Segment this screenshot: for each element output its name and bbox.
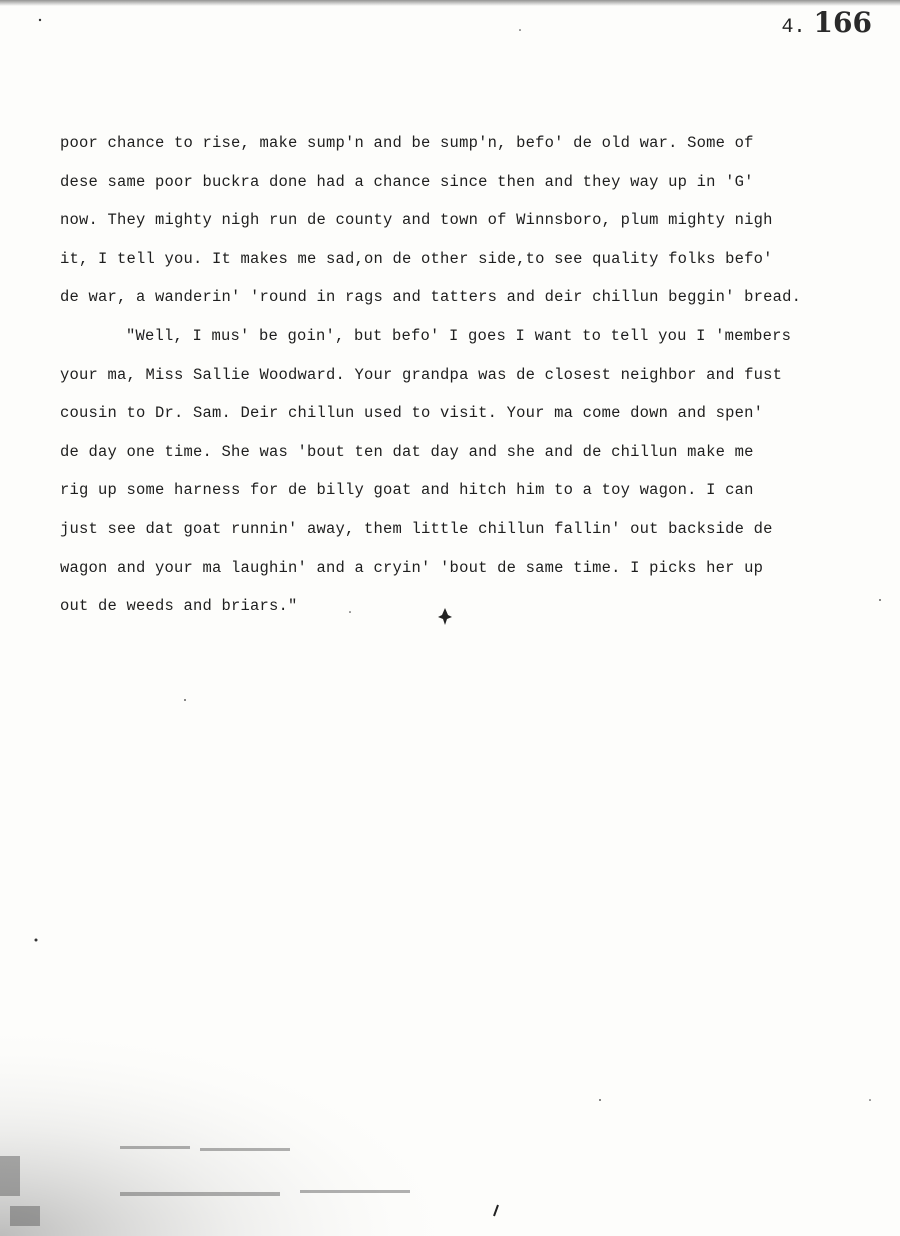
text-line: de day one time. She was 'bout ten dat day and she and de chillun make me	[60, 442, 754, 461]
page-number-prefix: 4.	[781, 16, 806, 39]
text-line: out de weeds and briars."	[60, 597, 298, 616]
page-number	[782, 6, 872, 39]
scan-top-edge	[0, 0, 900, 6]
text-line: your ma, Miss Sallie Woodward. Your grandpa was de closest neighbor and fust	[60, 365, 783, 384]
text-line: "Well, I mus' be goin', but befo' I goes I want to tell you I 'members	[126, 326, 792, 345]
document-body	[60, 124, 820, 626]
text-line: now. They mighty nigh run de county and town of Winnsboro, plum mighty nigh	[60, 211, 773, 230]
text-line: de war, a wanderin' 'round in rags and tatters and deir chillun beggin' bread.	[60, 288, 802, 307]
text-line: poor chance to rise, make sump'n and be sump'n, befo' de old war. Some of	[60, 134, 754, 152]
scan-noise-corner	[0, 996, 520, 1236]
text-line: cousin to Dr. Sam. Deir chillun used to visit. Your ma come down and spen'	[60, 404, 764, 423]
page-number-stamp: 166	[813, 6, 872, 39]
text-line: it, I tell you. It makes me sad,on de other side,to see quality folks befo'	[60, 249, 773, 268]
ink-blot-mark	[436, 606, 454, 626]
paragraph-2	[60, 317, 820, 626]
text-line: dese same poor buckra done had a chance since then and they way up in 'G'	[60, 172, 754, 191]
paragraph-1	[60, 124, 820, 317]
text-line: rig up some harness for de billy goat and hitch him to a toy wagon. I can	[60, 481, 754, 500]
text-line: wagon and your ma laughin' and a cryin' 'bout de same time. I picks her up	[60, 558, 764, 577]
text-line: just see dat goat runnin' away, them little chillun fallin' out backside de	[60, 519, 773, 538]
